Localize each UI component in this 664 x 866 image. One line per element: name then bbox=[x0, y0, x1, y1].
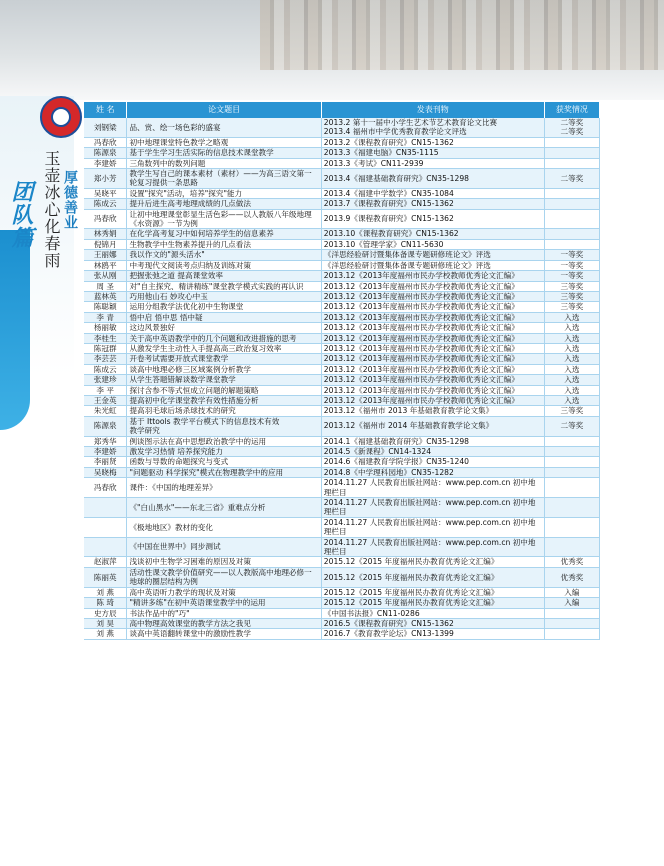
cell-title: 高中英语听力教学的现状及对策 bbox=[127, 587, 321, 597]
table-row bbox=[84, 271, 600, 281]
cell-name: 王丽娜 bbox=[84, 250, 127, 260]
cell-publication: 2013.2 第十一届中小学生艺术节艺术教育论文比赛 2013.4 福州市中学优秀教育教学论文评选 bbox=[321, 118, 544, 137]
cell-title: 提升后进生高考地理成绩的几点做法 bbox=[127, 199, 321, 209]
cell-title: 运用分组教学法优化初中生物课堂 bbox=[127, 302, 321, 312]
cell-publication: 2014.11.27 人民教育出版社网站：www.pep.com.cn 初中地理栏目 bbox=[321, 498, 544, 518]
cell-title: 悟中启 悟中思 悟中疑 bbox=[127, 312, 321, 322]
cell-title: 激发学习热情 培养探究能力 bbox=[127, 447, 321, 457]
table-row bbox=[84, 447, 600, 457]
slogan-main: 玉壶冰心化春雨 bbox=[42, 150, 61, 269]
table-row bbox=[84, 343, 600, 353]
cell-title: 提高初中化学课堂教学有效性措施分析 bbox=[127, 395, 321, 405]
table-row bbox=[84, 323, 600, 333]
cell-name: 蓝林英 bbox=[84, 291, 127, 301]
cell-publication: 2015.12《2015 年度福州民办教育优秀论文汇编》 bbox=[321, 557, 544, 567]
cell-publication: 2013.12《2013年度福州市民办学校教师优秀论文汇编》 bbox=[321, 281, 544, 291]
table-row bbox=[84, 364, 600, 374]
cell-name: 赵淑萍 bbox=[84, 557, 127, 567]
table-row bbox=[84, 385, 600, 395]
cell-award bbox=[544, 158, 599, 168]
table-row bbox=[84, 375, 600, 385]
blue-decor-sweep bbox=[0, 230, 30, 430]
cell-name: 李建娇 bbox=[84, 447, 127, 457]
cell-title: 三角数列中的数列问题 bbox=[127, 158, 321, 168]
cell-title: 开卷考试需要开放式课堂教学 bbox=[127, 354, 321, 364]
table-row bbox=[84, 567, 600, 587]
cell-name: 王金英 bbox=[84, 395, 127, 405]
cell-publication: 2013.12《2013年度福州市民办学校教师优秀论文汇编》 bbox=[321, 323, 544, 333]
cell-publication: 2015.12《2015 年度福州民办教育优秀论文汇编》 bbox=[321, 567, 544, 587]
cell-award bbox=[544, 457, 599, 467]
table-row bbox=[84, 478, 600, 498]
bookshelf-photo bbox=[260, 0, 664, 70]
table-row bbox=[84, 608, 600, 618]
cell-publication: 2013.12《2013年度福州市民办学校教师优秀论文汇编》 bbox=[321, 271, 544, 281]
table-row bbox=[84, 250, 600, 260]
cell-publication: 2016.5《课程教育研究》CN15-1362 bbox=[321, 618, 544, 628]
table-row bbox=[84, 537, 600, 557]
cell-award: 入选 bbox=[544, 323, 599, 333]
cell-name: 陈成云 bbox=[84, 364, 127, 374]
cell-publication: 2013.12《2013年度福州市民办学校教师优秀论文汇编》 bbox=[321, 343, 544, 353]
cell-title: 提高羽毛球后场杀球技术的研究 bbox=[127, 406, 321, 416]
cell-award: 一等奖 bbox=[544, 271, 599, 281]
cell-title: 教学生写自己的课本素材（素材）——为高三语文第一轮复习提供一条思路 bbox=[127, 169, 321, 189]
cell-name: 吴晓梅 bbox=[84, 467, 127, 477]
cell-title: 书法作品中的"巧" bbox=[127, 608, 321, 618]
table-row bbox=[84, 557, 600, 567]
cell-name: 陈成云 bbox=[84, 199, 127, 209]
cell-name: 郑小芳 bbox=[84, 169, 127, 189]
cell-publication: 2013.12《2013年度福州市民办学校教师优秀论文汇编》 bbox=[321, 333, 544, 343]
cell-title: 对"自主探究、精讲精练"课堂教学模式实践的再认识 bbox=[127, 281, 321, 291]
cell-name: 杨丽敏 bbox=[84, 323, 127, 333]
cell-publication: 2013.12《2013年度福州市民办学校教师优秀论文汇编》 bbox=[321, 385, 544, 395]
cell-award bbox=[544, 148, 599, 158]
cell-title: 关于高中英语教学中的几个问题和改进措施的思考 bbox=[127, 333, 321, 343]
cell-award: 二等奖 bbox=[544, 169, 599, 189]
cell-award bbox=[544, 478, 599, 498]
cell-award bbox=[544, 447, 599, 457]
cell-publication: 2014.1《福建基础教育研究》CN35-1298 bbox=[321, 436, 544, 446]
cell-name: 倪锦月 bbox=[84, 239, 127, 249]
cell-title: 品、赏、绘一场色彩的盛宴 bbox=[127, 118, 321, 137]
table-body bbox=[84, 118, 600, 639]
cell-award bbox=[544, 467, 599, 477]
cell-publication: 2013.12《2013年度福州市民办学校教师优秀论文汇编》 bbox=[321, 375, 544, 385]
cell-publication: 2013.12《2013年度福州市民办学校教师优秀论文汇编》 bbox=[321, 395, 544, 405]
table-row bbox=[84, 598, 600, 608]
cell-award: 三等奖 bbox=[544, 302, 599, 312]
cell-publication: 《洋思经验研讨暨集体备课专题研修班论文》评选 bbox=[321, 250, 544, 260]
cell-award bbox=[544, 629, 599, 639]
cell-title: 《"白山黑水"——东北三省》重难点分析 bbox=[127, 498, 321, 518]
cell-award: 入选 bbox=[544, 354, 599, 364]
slogan-art: 团队篇 bbox=[8, 180, 34, 249]
cell-title: 函数与导数的命题探究与变式 bbox=[127, 457, 321, 467]
cell-publication: 2015.12《2015 年度福州民办教育优秀论文汇编》 bbox=[321, 598, 544, 608]
cell-name: 陈源泉 bbox=[84, 148, 127, 158]
cell-name: 刘 燕 bbox=[84, 587, 127, 597]
cell-award: 入编 bbox=[544, 587, 599, 597]
cell-award: 入选 bbox=[544, 395, 599, 405]
cell-name: 林鸥平 bbox=[84, 260, 127, 270]
cell-award bbox=[544, 537, 599, 557]
cell-title: 高中物理高效课堂的教学方法之我见 bbox=[127, 618, 321, 628]
cell-publication: 2013.12《2013年度福州市民办学校教师优秀论文汇编》 bbox=[321, 354, 544, 364]
cell-title: 设置"探究"活动，培养"探究"能力 bbox=[127, 188, 321, 198]
slogan-sub: 厚德善业 bbox=[62, 170, 78, 230]
cell-award bbox=[544, 517, 599, 537]
cell-publication: 2013.3《福建电脑》CN35-1115 bbox=[321, 148, 544, 158]
cell-award: 三等奖 bbox=[544, 281, 599, 291]
cell-name: 李 青 bbox=[84, 312, 127, 322]
table-row bbox=[84, 302, 600, 312]
cell-publication: 2013.9《课程教育研究》CN15-1362 bbox=[321, 209, 544, 229]
table-row bbox=[84, 416, 600, 436]
table-row bbox=[84, 199, 600, 209]
cell-publication: 《中国书法报》CN11-0286 bbox=[321, 608, 544, 618]
cell-award bbox=[544, 137, 599, 147]
cell-award: 入选 bbox=[544, 375, 599, 385]
cell-name: 刘 燕 bbox=[84, 629, 127, 639]
cell-name: 刘 昊 bbox=[84, 618, 127, 628]
cell-publication: 2015.12《2015 年度福州民办教育优秀论文汇编》 bbox=[321, 587, 544, 597]
cell-publication: 2013.4《福建基础教育研究》CN35-1298 bbox=[321, 169, 544, 189]
cell-publication: 2013.7《课程教育研究》CN15-1362 bbox=[321, 199, 544, 209]
cell-publication: 2014.11.27 人民教育出版社网站：www.pep.com.cn 初中地理栏目 bbox=[321, 478, 544, 498]
cell-title: 从激发学生主动性入手提高高三政治复习效率 bbox=[127, 343, 321, 353]
cell-award: 优秀奖 bbox=[544, 557, 599, 567]
table-row bbox=[84, 118, 600, 137]
table-row bbox=[84, 406, 600, 416]
cell-publication: 2016.7《教育教学论坛》CN13-1399 bbox=[321, 629, 544, 639]
cell-name: 郑秀华 bbox=[84, 436, 127, 446]
cell-award: 入选 bbox=[544, 343, 599, 353]
cell-name bbox=[84, 498, 127, 518]
cell-name bbox=[84, 517, 127, 537]
cell-title: 《极地地区》教材的变化 bbox=[127, 517, 321, 537]
cell-name: 李 平 bbox=[84, 385, 127, 395]
cell-name: 陈聪颖 bbox=[84, 302, 127, 312]
cell-name: 冯春欣 bbox=[84, 137, 127, 147]
cell-title: 课件：《中国的地理差异》 bbox=[127, 478, 321, 498]
cell-name: 李桂生 bbox=[84, 333, 127, 343]
cell-title: 把握张弛之道 提高课堂效率 bbox=[127, 271, 321, 281]
cell-publication: 2013.12《2013年度福州市民办学校教师优秀论文汇编》 bbox=[321, 312, 544, 322]
table-row bbox=[84, 188, 600, 198]
cell-award: 入选 bbox=[544, 333, 599, 343]
cell-award: 入选 bbox=[544, 364, 599, 374]
cell-title: 例谈图示法在高中思想政治教学中的运用 bbox=[127, 436, 321, 446]
cell-title: 《中国在世界中》同步测试 bbox=[127, 537, 321, 557]
cell-publication: 《洋思经验研讨暨集体备课专题研修班论文》评选 bbox=[321, 260, 544, 270]
cell-publication: 2014.11.27 人民教育出版社网站：www.pep.com.cn 初中地理栏目 bbox=[321, 537, 544, 557]
cell-award bbox=[544, 498, 599, 518]
cell-publication: 2014.5《新课程》CN14-1324 bbox=[321, 447, 544, 457]
cell-title: 初中地理课堂特色教学之略观 bbox=[127, 137, 321, 147]
cell-title: 谈高中英语翻转课堂中的激励性教学 bbox=[127, 629, 321, 639]
cell-award bbox=[544, 199, 599, 209]
cell-title: "精讲多练"在初中英语课堂教学中的运用 bbox=[127, 598, 321, 608]
cell-name: 史方辰 bbox=[84, 608, 127, 618]
cell-publication: 2013.12《2013年度福州市民办学校教师优秀论文汇编》 bbox=[321, 302, 544, 312]
cell-name: 冯春欣 bbox=[84, 478, 127, 498]
cell-title: 从学生答题错解谈数学课堂教学 bbox=[127, 375, 321, 385]
cell-title: 我以作文的"源头活水" bbox=[127, 250, 321, 260]
header-title: 论文题目 bbox=[127, 102, 321, 118]
header-publication: 发表刊物 bbox=[321, 102, 544, 118]
cell-award bbox=[544, 436, 599, 446]
cell-title: 中考现代文阅读考点归纳及训练对策 bbox=[127, 260, 321, 270]
table-row bbox=[84, 436, 600, 446]
table-row bbox=[84, 137, 600, 147]
cell-publication: 2013.2《课程教育研究》CN15-1362 bbox=[321, 137, 544, 147]
cell-publication: 2013.12《2013年度福州市民办学校教师优秀论文汇编》 bbox=[321, 291, 544, 301]
cell-title: 在化学高考复习中如何培养学生的信息素养 bbox=[127, 229, 321, 239]
cell-award: 入选 bbox=[544, 312, 599, 322]
logo-center bbox=[51, 107, 71, 127]
table-row bbox=[84, 239, 600, 249]
table-row bbox=[84, 517, 600, 537]
cell-publication: 2013.3《考试》CN11-2939 bbox=[321, 158, 544, 168]
cell-publication: 2013.12《2013年度福州市民办学校教师优秀论文汇编》 bbox=[321, 364, 544, 374]
cell-name: 陈冠群 bbox=[84, 343, 127, 353]
cell-award: 二等奖 bbox=[544, 416, 599, 436]
cell-name: 李芸芸 bbox=[84, 354, 127, 364]
table-row bbox=[84, 312, 600, 322]
cell-title: 谈高中地理必修三区域案例分析教学 bbox=[127, 364, 321, 374]
cell-title: 浅谈初中生物学习困难的原因及对策 bbox=[127, 557, 321, 567]
cell-award bbox=[544, 188, 599, 198]
cell-title: 基于 Ittools 教学平台模式下的信息技术有效 教学研究 bbox=[127, 416, 321, 436]
cell-award: 一等奖 bbox=[544, 250, 599, 260]
table-row bbox=[84, 354, 600, 364]
cell-award: 入编 bbox=[544, 598, 599, 608]
cell-name: 刘钢梁 bbox=[84, 118, 127, 137]
table-row bbox=[84, 629, 600, 639]
table-row bbox=[84, 467, 600, 477]
cell-publication: 2013.4《福建中学数学》CN35-1084 bbox=[321, 188, 544, 198]
cell-award: 一等奖 bbox=[544, 260, 599, 270]
cell-title: 巧用他山石 妙攻心中玉 bbox=[127, 291, 321, 301]
cell-publication: 2013.12《福州市 2013 年基础教育教学论文集》 bbox=[321, 406, 544, 416]
cell-name: 吴晓平 bbox=[84, 188, 127, 198]
cell-award: 二等奖 二等奖 bbox=[544, 118, 599, 137]
table-header-row bbox=[84, 102, 600, 118]
cell-name: 张从刚 bbox=[84, 271, 127, 281]
table-row bbox=[84, 618, 600, 628]
cell-name: 冯春欣 bbox=[84, 209, 127, 229]
header-award: 获奖情况 bbox=[544, 102, 599, 118]
school-logo bbox=[40, 96, 82, 138]
cell-name: 李建娇 bbox=[84, 158, 127, 168]
cell-publication: 2014.8《中学理科园地》CN35-1282 bbox=[321, 467, 544, 477]
cell-title: 基于学生学习生活实际的信息技术课堂教学 bbox=[127, 148, 321, 158]
cell-publication: 2013.10《课程教育研究》CN15-1362 bbox=[321, 229, 544, 239]
cell-award: 优秀奖 bbox=[544, 567, 599, 587]
cell-name: 陈源泉 bbox=[84, 416, 127, 436]
cell-name bbox=[84, 537, 127, 557]
cell-name: 周 圣 bbox=[84, 281, 127, 291]
table-row bbox=[84, 498, 600, 518]
cell-title: 生物教学中生物素养提升的几点看法 bbox=[127, 239, 321, 249]
cell-name: 林秀娟 bbox=[84, 229, 127, 239]
table-row bbox=[84, 209, 600, 229]
cell-publication: 2013.10《管理学家》CN11-5630 bbox=[321, 239, 544, 249]
table-row bbox=[84, 158, 600, 168]
cell-title: 探讨含参不等式恒成立问题的解题策略 bbox=[127, 385, 321, 395]
cell-name: 朱光虹 bbox=[84, 406, 127, 416]
paper-table bbox=[84, 102, 600, 640]
cell-publication: 2014.6《福建教育学院学报》CN35-1240 bbox=[321, 457, 544, 467]
cell-title: 活动性课文教学价值研究——以人教版高中地理必修一地球的圈层结构为例 bbox=[127, 567, 321, 587]
cell-award bbox=[544, 239, 599, 249]
cell-award bbox=[544, 608, 599, 618]
table-row bbox=[84, 291, 600, 301]
table-row bbox=[84, 260, 600, 270]
cell-title: "问题驱动 科学探究"模式在物理教学中的应用 bbox=[127, 467, 321, 477]
cell-name: 陈 琦 bbox=[84, 598, 127, 608]
header-name: 姓 名 bbox=[84, 102, 127, 118]
table-row bbox=[84, 169, 600, 189]
cell-name: 李丽贤 bbox=[84, 457, 127, 467]
cell-name: 陈丽英 bbox=[84, 567, 127, 587]
table-row bbox=[84, 457, 600, 467]
cell-award bbox=[544, 209, 599, 229]
table-row bbox=[84, 587, 600, 597]
table-row bbox=[84, 281, 600, 291]
cell-award: 三等奖 bbox=[544, 406, 599, 416]
table-row bbox=[84, 229, 600, 239]
cell-name: 张建珍 bbox=[84, 375, 127, 385]
cell-award bbox=[544, 618, 599, 628]
cell-title: 让初中地理课堂彰显生活色彩——以人教版八年级地理《水资源》一节为例 bbox=[127, 209, 321, 229]
cell-publication: 2013.12《福州市 2014 年基础教育教学论文集》 bbox=[321, 416, 544, 436]
cell-award: 入选 bbox=[544, 385, 599, 395]
table-row bbox=[84, 333, 600, 343]
cell-award bbox=[544, 229, 599, 239]
cell-title: 这边风景独好 bbox=[127, 323, 321, 333]
table-row bbox=[84, 395, 600, 405]
cell-award: 三等奖 bbox=[544, 291, 599, 301]
cell-publication: 2014.11.27 人民教育出版社网站：www.pep.com.cn 初中地理栏目 bbox=[321, 517, 544, 537]
table-row bbox=[84, 148, 600, 158]
